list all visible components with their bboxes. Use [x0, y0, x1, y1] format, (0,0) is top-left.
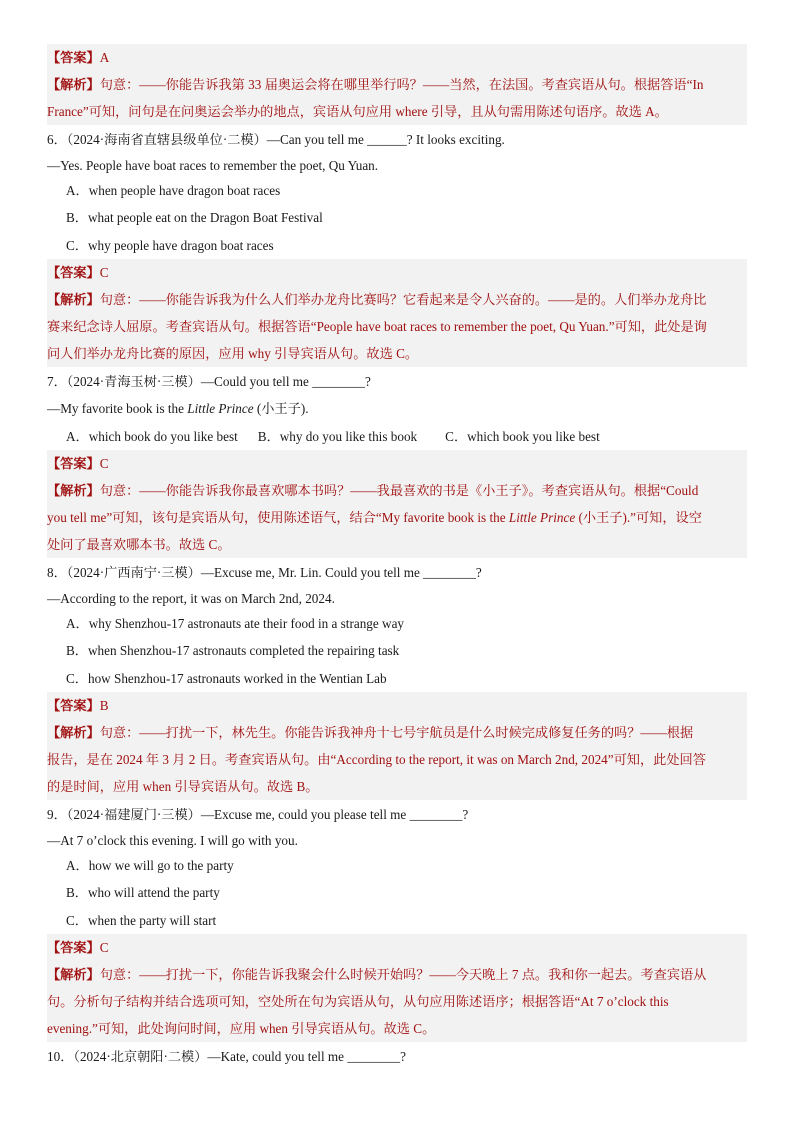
q8-analysis-line-2: 报告，是在 2024 年 3 月 2 日。考查宾语从句。由“According to the report, it was on March 2nd, 2024”可知，此处回答 — [47, 746, 747, 773]
q7-answer: C — [99, 456, 109, 471]
q8-option-a: A．why Shenzhou-17 astronauts ate their food in a strange way — [66, 616, 405, 631]
q6-option-b: B．what people eat on the Dragon Boat Festival — [66, 210, 323, 225]
q9-stem: 9．（2024·福建厦门·三模）—Excuse me, could you please tell me ________? — [47, 807, 469, 822]
q7-answer-line — [47, 450, 747, 477]
q7-option-c: C．which book you like best — [445, 429, 600, 444]
q6-analysis-line-1: 【解析】句意：——你能告诉我为什么人们举办龙舟比赛吗？它看起来是令人兴奋的。——是的。人们举办龙舟比 — [47, 286, 747, 313]
q9-analysis-line-2: 句。分析句子结构并结合选项可知，空处所在句为宾语从句，从句应用陈述语序；根据答语“At 7 o’clock this — [47, 988, 747, 1015]
analysis-tag: 【解析】 — [47, 483, 100, 498]
analysis-tag: 【解析】 — [47, 725, 100, 740]
q8-reply: —According to the report, it was on March 2nd, 2024. — [47, 591, 335, 606]
q6-analysis-line-3: 问人们举办龙舟比赛的原因，应用 why 引导宾语从句。故选 C。 — [47, 340, 747, 367]
q8-answer-line — [47, 692, 747, 719]
answer-tag: 【答案】 — [47, 940, 100, 955]
q6-option-a: A．when people have dragon boat races — [66, 183, 281, 198]
q6-option-c: C．why people have dragon boat races — [66, 238, 274, 253]
q5-analysis-line-1: 【解析】句意：——你能告诉我第 33 届奥运会将在哪里举行吗？——当然，在法国。考查宾语从句。根据答语“In — [47, 71, 747, 98]
q5-answer: A — [99, 50, 110, 65]
q10-stem: 10．（2024·北京朝阳·二模）—Kate, could you tell me ________? — [47, 1049, 406, 1064]
analysis-tag: 【解析】 — [47, 967, 100, 982]
q7-option-b: B．why do you like this book — [257, 429, 418, 444]
q9-option-b: B．who will attend the party — [66, 885, 220, 900]
q9-analysis-line-3: evening.”可知，此处询问时间，应用 when 引导宾语从句。故选 C。 — [47, 1015, 747, 1042]
q8-option-b: B．when Shenzhou-17 astronauts completed the repairing task — [66, 643, 400, 658]
answer-tag: 【答案】 — [47, 698, 100, 713]
q8-option-c: C．how Shenzhou-17 astronauts worked in the Wentian Lab — [66, 671, 387, 686]
q8-stem: 8．（2024·广西南宁·三模）—Excuse me, Mr. Lin. Could you tell me ________? — [47, 565, 482, 580]
analysis-tag: 【解析】 — [47, 77, 100, 92]
q8-answer: B — [99, 698, 109, 713]
answer-tag: 【答案】 — [47, 50, 100, 65]
q7-analysis-line-1: 【解析】句意：——你能告诉我你最喜欢哪本书吗？——我最喜欢的书是《小王子》。考查宾语从句。根据“Could — [47, 477, 747, 504]
q8-analysis-line-3: 的是时间，应用 when 引导宾语从句。故选 B。 — [47, 773, 747, 800]
q9-reply: —At 7 o’clock this evening. I will go with you. — [47, 833, 298, 848]
q7-analysis-line-3: 处问了最喜欢哪本书。故选 C。 — [47, 531, 747, 558]
q7-stem: 7．（2024·青海玉树·三模）—Could you tell me ________? — [47, 374, 371, 389]
q6-analysis-line-2: 赛来纪念诗人屈原。考查宾语从句。根据答语“People have boat races to remember the poet, Qu Yuan.”可知，此处是询 — [47, 313, 747, 340]
answer-tag: 【答案】 — [47, 265, 100, 280]
q8-analysis-line-1: 【解析】句意：——打扰一下，林先生。你能告诉我神舟十七号宇航员是什么时候完成修复任务的吗？——根据 — [47, 719, 747, 746]
q6-reply: —Yes. People have boat races to remember the poet, Qu Yuan. — [47, 158, 379, 173]
q7-options-row — [66, 423, 766, 450]
answer-tag: 【答案】 — [47, 456, 100, 471]
analysis-tag: 【解析】 — [47, 292, 100, 307]
q6-answer-line — [47, 259, 747, 286]
q9-option-c: C．when the party will start — [66, 913, 217, 928]
q7-analysis-line-2: you tell me”可知，该句是宾语从句，使用陈述语气，结合“My favorite book is the Little Prince (小王子).”可知，设空 — [47, 504, 747, 531]
q5-answer-line — [47, 44, 747, 71]
q9-analysis-line-1: 【解析】句意：——打扰一下，你能告诉我聚会什么时候开始吗？——今天晚上 7 点。我和你一起去。考查宾语从 — [47, 961, 747, 988]
q6-answer: C — [99, 265, 109, 280]
q9-option-a: A．how we will go to the party — [66, 858, 234, 873]
q5-analysis-line-2: France”可知，问句是在问奥运会举办的地点，宾语从句应用 where 引导，且从句需用陈述句语序。故选 A。 — [47, 98, 747, 125]
q6-stem: 6．（2024·海南省直辖县级单位·二模）—Can you tell me ______? It looks exciting. — [47, 132, 505, 147]
q7-reply: —My favorite book is the Little Prince (小王子). — [47, 401, 309, 416]
q9-answer-line — [47, 934, 747, 961]
q7-option-a: A．which book do you like best — [66, 429, 238, 444]
q9-answer: C — [99, 940, 109, 955]
